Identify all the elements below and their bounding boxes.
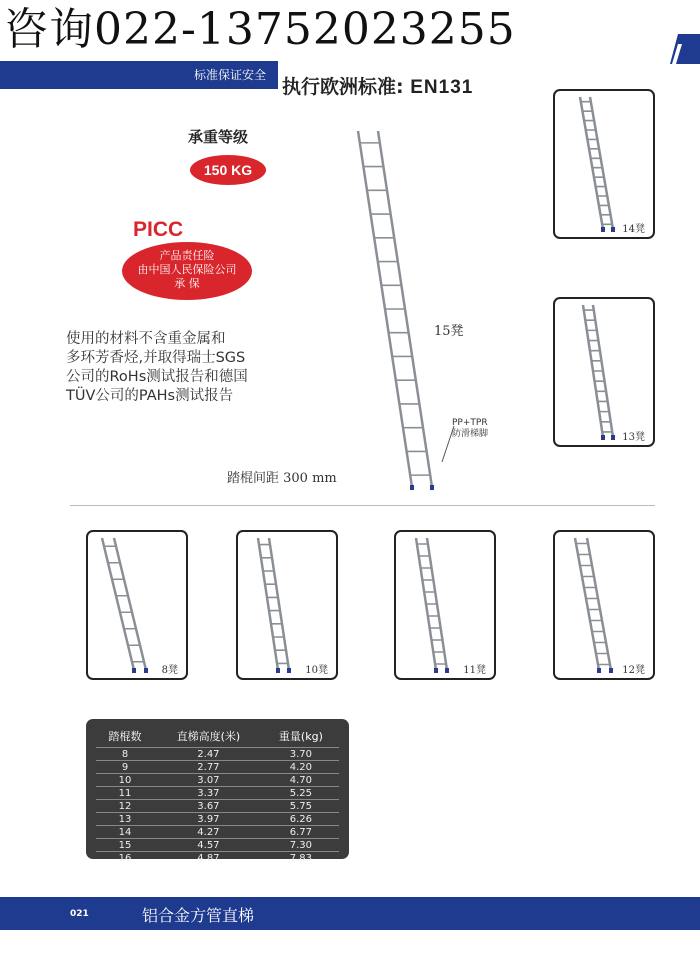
spec-table-cell: 4.27: [154, 826, 263, 839]
spec-table-cell: 7.30: [263, 839, 339, 852]
load-rating-badge: 150 KG: [190, 155, 266, 185]
spec-table-cell: 16: [96, 852, 154, 865]
spec-table-cell: 7.83: [263, 852, 339, 865]
foot-note-line: PP+TPR: [452, 418, 488, 428]
description-line: 公司的RoHs测试报告和德国: [66, 369, 248, 385]
description-line: 使用的材料不含重金属和: [66, 331, 226, 347]
spec-table-row: [96, 852, 339, 865]
ladder-11-image: [396, 532, 496, 680]
spec-table-row: [96, 761, 339, 774]
variant-label: 13凳: [622, 432, 645, 443]
variant-label: 8凳: [161, 665, 178, 676]
load-rating-title: 承重等级: [188, 128, 249, 146]
spec-table-cell: 4.70: [263, 774, 339, 787]
spec-table-row: [96, 774, 339, 787]
spec-table-cell: 3.97: [154, 813, 263, 826]
variant-card-8: [86, 530, 188, 680]
description-line: TÜV公司的PAHs测试报告: [66, 388, 234, 404]
header-weight: 重量(kg): [278, 730, 323, 743]
insurance-line: 承 保: [174, 277, 200, 290]
spec-table-cell: 6.26: [263, 813, 339, 826]
footer-bar: [0, 897, 700, 930]
insurance-badge: [122, 242, 252, 300]
ladder-12-image: [555, 532, 655, 680]
variant-card-11: [394, 530, 496, 680]
variant-card-10: [236, 530, 338, 680]
footer-title: 铝合金方管直梯: [142, 906, 255, 925]
section-divider: [70, 505, 655, 506]
spec-table-row: [96, 826, 339, 839]
spec-table-cell: 3.67: [154, 800, 263, 813]
spec-table-cell: 10: [96, 774, 154, 787]
spec-table-cell: 11: [96, 787, 154, 800]
spec-table-cell: 5.25: [263, 787, 339, 800]
spec-table-cell: 3.70: [263, 748, 339, 761]
ladder-14-image: [555, 91, 655, 239]
variant-card-13: [553, 297, 655, 447]
spec-table-header-row: [96, 725, 339, 748]
variant-card-12: [553, 530, 655, 680]
spec-table-cell: 6.77: [263, 826, 339, 839]
ladder-8-image: [88, 532, 188, 680]
hotline-text: 咨询022-13752023255: [4, 4, 516, 55]
spec-table-cell: 4.57: [154, 839, 263, 852]
variant-label: 11凳: [463, 665, 486, 676]
spec-table-cell: 15: [96, 839, 154, 852]
variant-card-14: [553, 89, 655, 239]
foot-note-line: 防滑梯脚: [452, 429, 489, 439]
spec-table-row: [96, 839, 339, 852]
spec-table: [96, 725, 339, 864]
spec-table-cell: 4.87: [154, 852, 263, 865]
spec-table-cell: 2.77: [154, 761, 263, 774]
spec-table-cell: 12: [96, 800, 154, 813]
spec-table-row: [96, 813, 339, 826]
description-line: 多环芳香烃,并取得瑞士SGS: [66, 350, 246, 366]
tagline: 标准保证安全: [193, 68, 266, 82]
header-rungs: 踏棍数: [108, 730, 142, 743]
spec-table-row: [96, 800, 339, 813]
header-bar: [0, 61, 278, 89]
material-description: [66, 330, 326, 406]
anti-slip-foot-note: [452, 418, 488, 440]
spec-table-row: [96, 787, 339, 800]
spec-table-cell: 3.37: [154, 787, 263, 800]
ladder-13-image: [555, 299, 655, 447]
spec-table-cell: 9: [96, 761, 154, 774]
spec-table-cell: 13: [96, 813, 154, 826]
insurance-line: 产品责任险: [159, 249, 215, 262]
rung-spacing-text: 踏棍间距 300 mm: [227, 471, 337, 486]
ladder-10-image: [238, 532, 338, 680]
callout-line: [438, 424, 456, 464]
standard-line: [282, 72, 473, 99]
spec-table-cell: 14: [96, 826, 154, 839]
spec-table-cell: 8: [96, 748, 154, 761]
variant-label: 12凳: [622, 665, 645, 676]
standard-code: EN131: [410, 77, 474, 98]
spec-table-cell: 2.47: [154, 748, 263, 761]
picc-logo-text: PICC: [133, 218, 184, 241]
spec-table-cell: 3.07: [154, 774, 263, 787]
corner-slash-decoration: [664, 30, 700, 66]
variant-label: 10凳: [305, 665, 328, 676]
spec-table-panel: [86, 719, 349, 864]
insurance-line: 由中国人民保险公司: [137, 263, 237, 276]
variant-label: 14凳: [622, 224, 645, 235]
header-height: 直梯高度(米): [176, 730, 241, 743]
spec-table-cell: 4.20: [263, 761, 339, 774]
spec-table-body: [96, 748, 339, 865]
standard-label: 执行欧洲标准:: [282, 76, 404, 98]
spec-table-row: [96, 748, 339, 761]
spec-table-cell: 5.75: [263, 800, 339, 813]
main-ladder-label: 15凳: [434, 324, 464, 339]
page-number: 021: [70, 909, 89, 919]
